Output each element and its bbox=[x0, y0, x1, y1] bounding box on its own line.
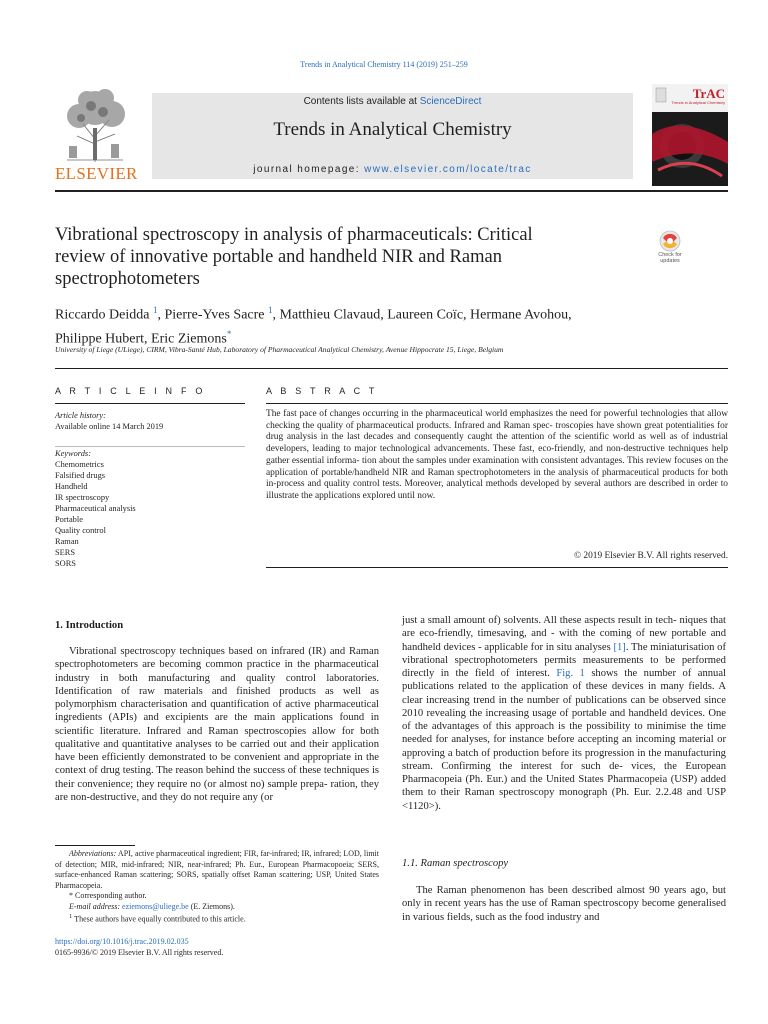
footnotes bbox=[55, 849, 379, 925]
equal-contribution-text: These authors have equally contributed to this article. bbox=[74, 914, 246, 924]
abstract-line: troscopies have shown great potentialities for drug analysis in the last decades and consequently caught bbox=[266, 420, 728, 443]
body-line: Pharmacopeia (USP) added them to their Raman spectroscopy bbox=[402, 774, 726, 799]
article-history bbox=[55, 410, 245, 432]
keywords-label: Keywords: bbox=[55, 449, 91, 458]
body-line: Vibrational spectroscopy techniques based on infrared (IR) and bbox=[69, 646, 346, 657]
keyword: Portable bbox=[55, 515, 83, 524]
body-right-column bbox=[402, 614, 726, 813]
body-paragraph bbox=[402, 614, 726, 813]
body-line: just a small amount of) solvents. All these aspects result in tech- bbox=[402, 615, 677, 626]
journal-cover-image[interactable] bbox=[652, 84, 728, 186]
author-name: Riccardo Deidda bbox=[55, 307, 150, 323]
journal-banner bbox=[152, 93, 633, 179]
body-line: number of publications can be observed since 2010 revealing the bbox=[402, 694, 727, 719]
body-line: ago, but only in recent years has the use of Raman spectroscopy bbox=[402, 885, 726, 910]
abstract-line: the attention of the scientific world as well as of industrial developers, leading to major technological bbox=[266, 432, 729, 455]
author-name: Matthieu Clavaud bbox=[279, 307, 381, 323]
body-line: to be carried out and their application have been efficiently bbox=[55, 738, 379, 763]
body-line-with-figure-ref: measurements to be performed directly in the field of interest. Fig. 1 bbox=[402, 654, 726, 679]
journal-citation[interactable]: Trends in Analytical Chemistry 114 (2019) 251–259 bbox=[300, 60, 468, 69]
body-paragraph bbox=[55, 645, 379, 804]
journal-title: Trends in Analytical Chemistry bbox=[273, 119, 512, 140]
equal-contribution-footnote bbox=[55, 912, 379, 925]
title-line: review of innovative portable and handheld NIR and Raman bbox=[55, 247, 502, 267]
homepage-line bbox=[152, 164, 633, 175]
author-name: Pierre-Yves Sacre bbox=[164, 307, 265, 323]
body-line: become generalised in various fields, such as the food industry and bbox=[402, 898, 726, 923]
abstract-line: application of portable/handheld NIR and Raman spectrophotometers in the analysis of pharmaceutical bbox=[266, 467, 660, 478]
abstract-line: The fast pace of changes occurring in the pharmaceutical world emphasizes the need for powerful bbox=[266, 409, 638, 419]
issn-copyright: 0165-9936/© 2019 Elsevier B.V. All rights reserved. bbox=[55, 947, 224, 957]
author-list: Riccardo Deidda $^1$, Pierre-Yves Sacre $^1$, Matthieu Clavaud, Laureen Coïc, Hermane Avohou, Philippe Hubert, Eric Ziemons* bbox=[55, 305, 572, 347]
abstract-line: products for both in-process and quality control tests. Moreover, analytical methods developed by bbox=[266, 467, 728, 490]
body-line: needed for analyses, for instance before accepting an incoming bbox=[402, 734, 676, 746]
keyword: IR spectroscopy bbox=[55, 493, 110, 502]
cover-brand: TrAC bbox=[692, 86, 725, 101]
footnote-divider bbox=[55, 845, 135, 846]
author-name: Eric Ziemons bbox=[151, 331, 227, 347]
check-updates-icon bbox=[652, 230, 688, 252]
keyword: Handheld bbox=[55, 482, 88, 491]
corresponding-author-footnote: * Corresponding author. bbox=[69, 891, 147, 900]
keywords-list bbox=[55, 448, 245, 569]
history-divider bbox=[55, 446, 245, 447]
body-line: The Raman phenomenon has been described almost 90 years bbox=[416, 885, 687, 896]
sciencedirect-link[interactable]: ScienceDirect bbox=[419, 96, 482, 107]
article-info-divider bbox=[55, 403, 245, 404]
abstract-text bbox=[266, 409, 728, 503]
body-right-column-continued bbox=[402, 884, 726, 924]
journal-homepage-link[interactable]: www.elsevier.com/locate/trac bbox=[364, 164, 532, 175]
history-value: Available online 14 March 2019 bbox=[55, 422, 164, 431]
reference-link[interactable]: [1] bbox=[613, 641, 626, 653]
body-line: demonstrated to be convenient and appropriate in the context of bbox=[55, 752, 379, 777]
keyword: Chemometrics bbox=[55, 460, 104, 469]
author-footnote-mark[interactable]: 1 bbox=[268, 305, 273, 315]
abstract-bottom-divider bbox=[266, 567, 728, 568]
abbreviations-label: Abbreviations: bbox=[69, 849, 117, 858]
body-line: shows the number of annual publications related to the application bbox=[402, 668, 726, 693]
homepage-prefix: journal homepage: bbox=[253, 164, 365, 175]
title-line: Vibrational spectroscopy in analysis of pharmaceuticals: Critical bbox=[55, 225, 533, 245]
check-for-updates-button[interactable] bbox=[652, 230, 688, 270]
doi-link[interactable]: https://doi.org/10.1016/j.trac.2019.02.035 bbox=[55, 937, 189, 946]
email-footnote bbox=[55, 902, 379, 913]
article-title bbox=[55, 224, 600, 290]
section-heading-raman: 1.1. Raman spectroscopy bbox=[402, 858, 509, 869]
elsevier-wordmark: ELSEVIER bbox=[55, 164, 138, 183]
affiliation: University of Liege (ULiege), CIRM, Vibra-Santé Hub, Laboratory of Pharmaceutical Analytical Chemistry, Avenue Hippocrate 15, Liege, Belgium bbox=[55, 345, 504, 354]
affiliation-divider bbox=[55, 368, 728, 369]
abbreviations-text: API, active pharmaceutical ingredient; FIR, far-infrared; IR, infrared; LOD, limit of detection; MIR, mid-infrared; NIR, near-infrared; Ph. Eur., European Pharmacopoeia; SERS, surface-enhanced Raman scattering; SORS, spatially offset Raman scattering; USP, United States Pharmacopeia. bbox=[55, 849, 379, 890]
body-line: niques that are eco-friendly, timesaving, and - with the coming of bbox=[402, 615, 726, 640]
check-updates-line1: Check for bbox=[658, 252, 682, 258]
header-divider bbox=[55, 190, 728, 192]
corresponding-author-mark[interactable]: * bbox=[226, 328, 232, 339]
keyword: Pharmaceutical analysis bbox=[55, 504, 136, 513]
abstract-divider bbox=[266, 403, 728, 404]
body-line: as well as polymorphism characterisation and quantification of bbox=[55, 685, 380, 710]
author-email-link[interactable]: eziemons@uliege.be bbox=[122, 901, 189, 911]
section-heading-introduction: 1. Introduction bbox=[55, 620, 124, 631]
body-line: material or approving a batch of production before its progression bbox=[402, 734, 726, 759]
abstract-line: advancements. These fast, eco-friendly, and non-destructive techniques help gather essential informa- bbox=[266, 444, 729, 466]
body-line: drug testing. The reason behind the success of these techniques is bbox=[100, 765, 380, 777]
abstract-heading: A B S T R A C T bbox=[266, 386, 378, 396]
body-left-column bbox=[55, 645, 379, 804]
keyword: SERS bbox=[55, 548, 76, 557]
body-line: of these devices in many fields. A clear increasing trend in the bbox=[402, 681, 726, 706]
email-label: E-mail address: bbox=[69, 901, 121, 911]
body-line: Raman spectrophotometers are becoming common practice in the bbox=[55, 646, 379, 671]
body-line: active pharmaceutical ingredients (APIs) and excipients are the bbox=[55, 699, 380, 724]
title-line: spectrophotometers bbox=[55, 269, 200, 289]
body-line: new portable and handheld devices - applicable for in situ analyses bbox=[402, 628, 726, 653]
abstract-line: several authors are described in order to illustrate the applications explored until now. bbox=[266, 479, 728, 501]
body-line: monograph (Ph. Eur. 2.2.48 and USP <1120>). bbox=[402, 787, 726, 812]
keyword: Raman bbox=[55, 537, 79, 546]
contents-line bbox=[152, 96, 633, 107]
author-name: Laureen Coïc bbox=[387, 307, 464, 323]
abbreviations-footnote bbox=[55, 849, 379, 891]
doi-block bbox=[55, 937, 223, 958]
figure-link[interactable]: Fig. 1 bbox=[556, 668, 585, 679]
abstract-line: technologies that allow checking the quality of pharmaceutical products. Infrared and Raman spec- bbox=[266, 409, 729, 431]
body-line: main applications found in scientific literature. Infrared and Raman bbox=[55, 712, 380, 737]
check-updates-line2: updates bbox=[660, 258, 680, 264]
body-line: ration, they are non-destructive, and they do not require any (or bbox=[55, 778, 379, 803]
body-line: spectroscopies allow for both qualitative and quantitative analyses bbox=[55, 725, 379, 750]
history-label: Article history: bbox=[55, 411, 106, 420]
body-line: laboratories. Identification of raw materials and finished products bbox=[55, 672, 379, 697]
body-line: advantages of this approach is the possibility to minimise the time bbox=[431, 721, 726, 732]
abstract-line: tion about the samples under examination with consistent advantages. This review focuses on the bbox=[361, 455, 729, 466]
body-line: in the manufacturing stream. Confirming the interest for such de- bbox=[402, 747, 726, 772]
check-updates-label bbox=[652, 252, 688, 264]
contents-prefix: Contents lists available at bbox=[303, 96, 420, 107]
abstract-copyright: © 2019 Elsevier B.V. All rights reserved. bbox=[573, 551, 728, 561]
equal-contribution-mark: 1 bbox=[69, 913, 73, 920]
body-line: pharmaceutical industry in both manufacturing and quality control bbox=[55, 659, 379, 684]
keyword: Quality control bbox=[55, 526, 106, 535]
email-suffix: (E. Ziemons). bbox=[188, 901, 235, 911]
body-paragraph bbox=[402, 884, 726, 924]
author-name: Philippe Hubert bbox=[55, 331, 145, 347]
body-line: vices, the European Pharmacopeia (Ph. Eur.) and the United States bbox=[402, 760, 726, 785]
body-line: their convenience; they require no (or almost no) sample prepa- bbox=[55, 778, 328, 790]
cover-subtitle: Trends in Analytical Chemistry bbox=[671, 100, 725, 105]
keyword: SORS bbox=[55, 559, 76, 568]
body-line-with-reference: [1]. The miniaturisation of vibrational spectrophotometers permits bbox=[402, 641, 726, 666]
author-name: Hermane Avohou bbox=[470, 307, 569, 323]
keyword: Falsified drugs bbox=[55, 471, 106, 480]
body-line: increasing usage of portable and handheld devices. One of the bbox=[402, 707, 726, 732]
journal-header bbox=[55, 84, 728, 186]
article-info-heading: A R T I C L E I N F O bbox=[55, 386, 206, 396]
author-footnote-mark[interactable]: 1 bbox=[152, 305, 158, 315]
